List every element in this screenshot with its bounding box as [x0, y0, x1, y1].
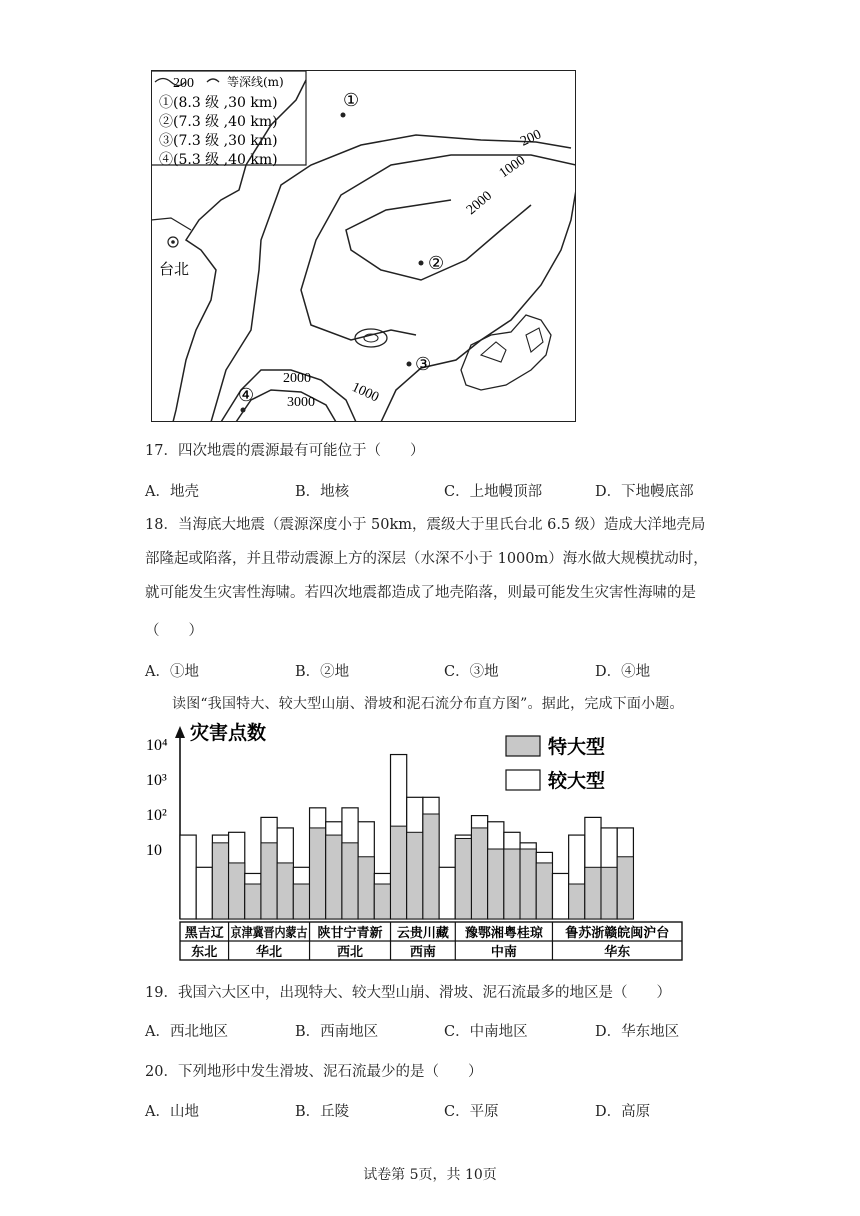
q19-option-c[interactable]: C．中南地区 — [444, 1024, 528, 1040]
question-17: 17．四次地震的震源最有可能位于（ ） — [145, 443, 425, 459]
bar-larger — [439, 867, 455, 919]
contour-label: 2000 — [463, 188, 495, 218]
bar-extra-large — [277, 863, 293, 919]
bar-extra-large — [245, 884, 261, 919]
legend-item: ③(7.3 级 ,30 km) — [158, 132, 278, 149]
epicenter-dot — [418, 260, 423, 265]
q18-option-d[interactable]: D．④地 — [595, 664, 651, 680]
bar-extra-large — [391, 826, 407, 919]
q17-option-d[interactable]: D．下地幔底部 — [595, 484, 694, 500]
isobath-map-svg — [151, 70, 576, 422]
bar-extra-large — [601, 867, 617, 919]
epicenter-label: ③ — [414, 353, 431, 375]
legend-line-sample-2 — [207, 79, 219, 82]
legend-title: 等深线(m) — [226, 74, 284, 89]
bar-extra-large — [488, 849, 504, 919]
q18-option-c[interactable]: C．③地 — [444, 664, 499, 680]
province-group-label: 云贵川藏 — [396, 926, 449, 941]
q17-option-a[interactable]: A．地壳 — [145, 484, 199, 500]
contour-1000 — [301, 155, 576, 422]
y-axis-label: 灾害点数 — [190, 722, 267, 744]
bar-larger — [196, 867, 212, 919]
histogram-figure — [140, 714, 700, 966]
island-east — [461, 315, 551, 390]
region-label: 西北 — [337, 945, 364, 960]
question-18-line: （ ） — [145, 623, 203, 639]
taipei-marker-dot — [171, 240, 175, 244]
province-group-label: 豫鄂湘粤桂琼 — [464, 926, 543, 941]
bar-extra-large — [310, 828, 326, 919]
bar-extra-large — [342, 843, 358, 919]
bar-extra-large — [617, 857, 633, 919]
y-tick-label: 10³ — [146, 772, 167, 789]
legend-label: 特大型 — [548, 736, 606, 758]
question-19: 19．我国六大区中，出现特大、较大型山崩、滑坡、泥石流最多的地区是（ ） — [145, 985, 671, 1001]
legend-swatch-extra-large — [506, 736, 540, 756]
bar-larger — [552, 873, 568, 919]
q18-option-b[interactable]: B．②地 — [295, 664, 350, 680]
q20-option-a[interactable]: A．山地 — [145, 1104, 199, 1120]
y-axis-arrow — [175, 726, 185, 738]
bar-extra-large — [423, 814, 439, 919]
y-tick-label: 10 — [146, 842, 162, 859]
contour-label: 3000 — [286, 394, 315, 410]
legend-item: ④(5.3 级 ,40 km) — [158, 151, 278, 168]
epicenter-dot — [340, 112, 345, 117]
question-18-line: 就可能发生灾害性海啸。若四次地震都造成了地壳陷落，则最可能发生灾害性海啸的是 — [145, 585, 696, 601]
bar-extra-large — [585, 867, 601, 919]
bar-larger — [180, 835, 196, 919]
region-label: 西南 — [409, 945, 436, 960]
q17-option-c[interactable]: C．上地幔顶部 — [444, 484, 543, 500]
contour-label: 1000 — [348, 379, 381, 405]
province-group-label: 京津冀晋内蒙古 — [230, 926, 322, 941]
province-group-label: 鲁苏浙赣皖闽沪台 — [565, 926, 670, 941]
question-18-line: 部隆起或陷落，并且带动震源上方的深层（水深不小于 1000m）海水做大规模扰动时， — [145, 551, 708, 567]
contour-label: 200 — [517, 126, 544, 150]
epicenter-dot — [406, 361, 411, 366]
epicenter-label: ② — [427, 252, 444, 274]
city-label: 台北 — [158, 259, 189, 278]
region-label: 华东 — [604, 945, 631, 960]
q18-option-a[interactable]: A．①地 — [145, 664, 199, 680]
bar-extra-large — [569, 884, 585, 919]
histogram-svg — [140, 714, 700, 966]
q17-option-b[interactable]: B．地核 — [295, 484, 350, 500]
epicenter-dot — [240, 407, 245, 412]
q19-option-a[interactable]: A．西北地区 — [145, 1024, 228, 1040]
legend-item: ②(7.3 级 ,40 km) — [158, 113, 278, 130]
q19-option-b[interactable]: B．西南地区 — [295, 1024, 379, 1040]
legend-line-label: 200 — [172, 75, 194, 91]
bar-extra-large — [358, 857, 374, 919]
bar-extra-large — [455, 838, 471, 919]
q20-option-b[interactable]: B．丘陵 — [295, 1104, 350, 1120]
bar-extra-large — [407, 832, 423, 919]
chart-intro: 读图“我国特大、较大型山崩、滑坡和泥石流分布直方图”。据此，完成下面小题。 — [172, 696, 684, 712]
legend-swatch-larger — [506, 770, 540, 790]
y-tick-label: 10⁴ — [146, 737, 168, 754]
region-label: 东北 — [191, 945, 218, 960]
legend-item: ①(8.3 级 ,30 km) — [158, 94, 278, 111]
province-group-label: 黑吉辽 — [184, 926, 224, 941]
bar-extra-large — [536, 863, 552, 919]
epicenter-label: ④ — [237, 384, 254, 406]
q19-option-d[interactable]: D．华东地区 — [595, 1024, 680, 1040]
bar-extra-large — [374, 884, 390, 919]
province-group-label: 陕甘宁青新 — [317, 926, 383, 941]
q20-option-c[interactable]: C．平原 — [444, 1104, 499, 1120]
bar-extra-large — [212, 843, 228, 919]
bar-extra-large — [471, 828, 487, 919]
page-footer: 试卷第 5页，共 10页 — [363, 1167, 497, 1183]
coastline-2 — [151, 218, 191, 230]
epicenter-label: ① — [342, 89, 359, 111]
bar-extra-large — [520, 849, 536, 919]
question-18-line: 18．当海底大地震（震源深度小于 50km，震级大于里氏台北 6.5 级）造成大洋地壳局 — [145, 517, 706, 533]
contour-label: 2000 — [282, 370, 311, 386]
y-tick-label: 10² — [146, 807, 167, 824]
isobath-map — [151, 70, 576, 422]
q20-option-d[interactable]: D．高原 — [595, 1104, 651, 1120]
legend-label: 较大型 — [548, 770, 606, 792]
question-20: 20．下列地形中发生滑坡、泥石流最少的是（ ） — [145, 1064, 483, 1080]
bar-extra-large — [229, 863, 245, 919]
bar-extra-large — [293, 884, 309, 919]
bar-extra-large — [326, 835, 342, 919]
bar-extra-large — [504, 849, 520, 919]
bar-extra-large — [261, 843, 277, 919]
region-label: 华北 — [256, 945, 283, 960]
contour-label: 1000 — [496, 152, 528, 181]
region-label: 中南 — [490, 945, 517, 960]
